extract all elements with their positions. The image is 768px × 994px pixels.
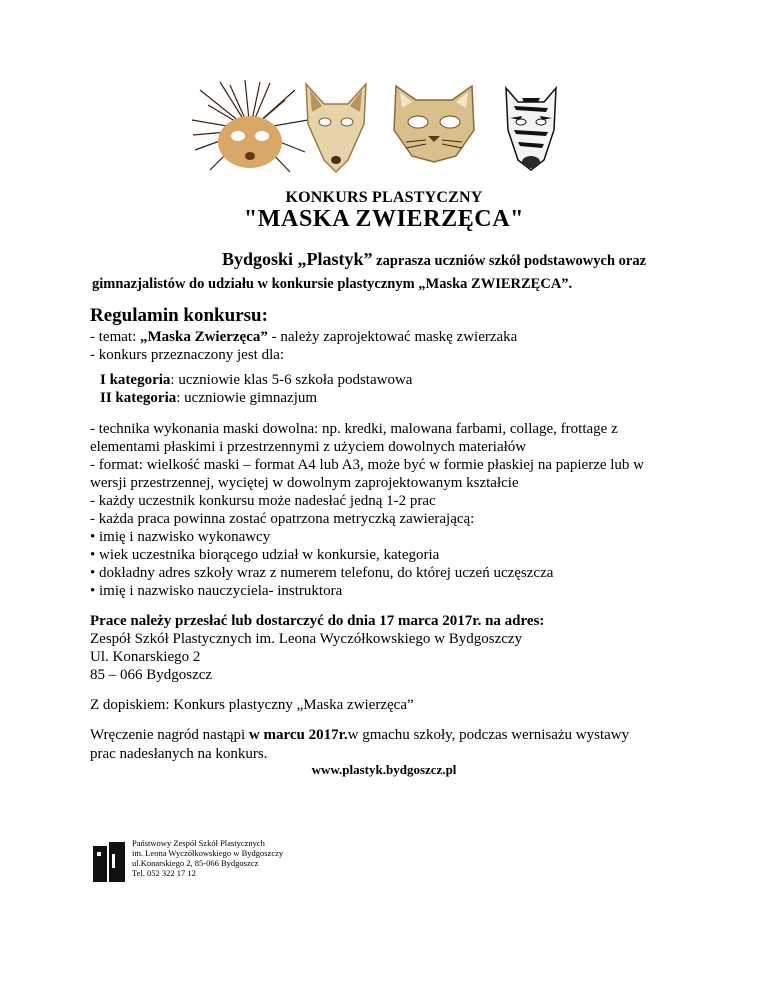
footer-line: ul.Konarskiego 2, 85-066 Bydgoszcz — [132, 858, 259, 868]
awards-prefix: Wręczenie nagród nastąpi — [90, 727, 249, 743]
rule-line: - każda praca powinna zostać opatrzona metryczką zawierającą: — [90, 511, 475, 527]
hedgehog-mask-image — [190, 80, 310, 178]
intro-org: Bydgoski „Plastyk” — [222, 249, 373, 269]
rule-bullet: • dokładny adres szkoły wraz z numerem telefonu, do której uczeń uczęszcza — [90, 565, 554, 581]
zebra-mask-image — [496, 80, 566, 172]
address-line: Zespół Szkół Plastycznych im. Leona Wyczółkowskiego w Bydgoszczy — [90, 631, 523, 647]
mask-images — [190, 80, 590, 180]
rule-bullet: • wiek uczestnika biorącego udział w konkursie, kategoria — [90, 547, 440, 563]
contest-title: "MASKA ZWIERZĘCA" — [243, 206, 525, 232]
awards-line-1 — [90, 726, 629, 744]
footer-line: im. Leona Wyczółkowskiego w Bydgoszczy — [132, 848, 284, 858]
cat-mask-image — [386, 80, 482, 164]
category-2-text: : uczniowie gimnazjum — [176, 390, 318, 406]
rule-bullet: • imię i nazwisko nauczyciela- instruktora — [90, 583, 343, 599]
contest-subtitle: KONKURS PLASTYCZNY — [285, 189, 483, 206]
temat-line — [90, 328, 517, 346]
dopisek-line: Z dopiskiem: Konkurs plastyczny „Maska zwierzęca” — [90, 697, 414, 713]
address-line: Ul. Konarskiego 2 — [90, 649, 201, 665]
school-logo-icon — [93, 842, 125, 882]
temat-bold: „Maska Zwierzęca” — [139, 329, 268, 345]
konkurs-line: - konkurs przeznaczony jest dla: — [90, 347, 285, 363]
rule-line: wersji przestrzennej, wyciętej w dowolnym zaprojektowanym kształcie — [90, 475, 519, 491]
awards-rest: w gmachu szkoły, podczas wernisażu wystawy — [347, 727, 630, 743]
regulamin-title: Regulamin konkursu: — [90, 305, 268, 326]
rule-line: elementami płaskimi i przestrzennymi z użyciem dowolnych materiałów — [90, 439, 527, 455]
category-2 — [100, 389, 317, 407]
awards-line-2: prac nadesłanych na konkurs. — [90, 746, 268, 762]
temat-rest: - należy zaprojektować maskę zwierzaka — [267, 329, 518, 345]
address-line: 85 – 066 Bydgoszcz — [90, 667, 213, 683]
website-link[interactable]: www.plastyk.bydgoszcz.pl — [311, 762, 457, 777]
deadline-text: Prace należy przesłać lub dostarczyć do dnia 17 marca 2017r. na adres: — [90, 613, 545, 629]
footer-line: Tel. 052 322 17 12 — [132, 868, 196, 878]
footer-line: Państwowy Zespół Szkół Plastycznych — [132, 838, 265, 848]
rule-line: - format: wielkość maski – format A4 lub A3, może być w formie płaskiej na papierze lub w — [90, 457, 645, 473]
awards-bold: w marcu 2017r. — [248, 727, 348, 743]
category-1 — [100, 371, 412, 389]
deadline-line — [90, 612, 544, 630]
category-1-text: : uczniowie klas 5-6 szkoła podstawowa — [170, 372, 413, 388]
intro-line-2: gimnazjalistów do udziału w konkursie plastycznym „Maska ZWIERZĘCA”. — [92, 276, 573, 292]
rule-line: - każdy uczestnik konkursu może nadesłać jedną 1-2 prac — [90, 493, 436, 509]
intro-line-1-rest: zaprasza uczniów szkół podstawowych oraz — [372, 253, 647, 269]
footer-address — [132, 838, 283, 878]
wolf-mask-image — [298, 80, 374, 174]
rule-line: - technika wykonania maski dowolna: np. kredki, malowana farbami, collage, frottage z — [90, 421, 618, 437]
intro-line-1 — [222, 249, 646, 270]
temat-prefix: - temat: — [90, 329, 140, 345]
category-2-label: II kategoria — [100, 390, 177, 406]
rule-bullet: • imię i nazwisko wykonawcy — [90, 529, 271, 545]
category-1-label: I kategoria — [100, 372, 171, 388]
